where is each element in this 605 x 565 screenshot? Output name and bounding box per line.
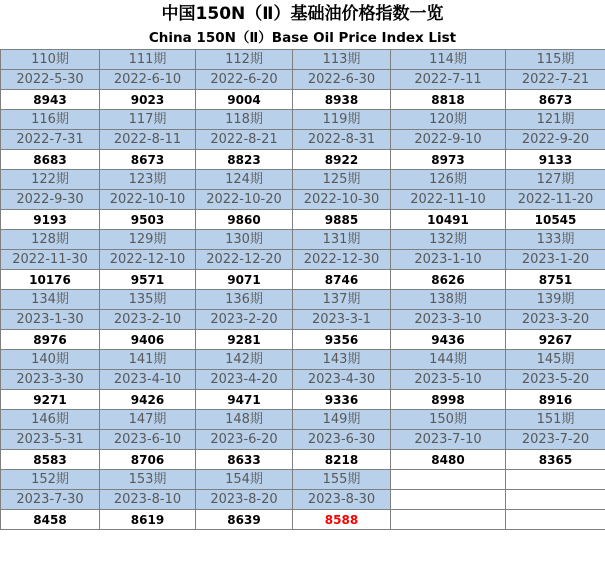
period-date-cell: 2022-11-20 <box>506 190 605 210</box>
val-row <box>1 270 605 290</box>
period-date-cell: 2022-11-30 <box>1 250 100 270</box>
period-label-cell: 128期 <box>1 230 100 250</box>
period-date-cell: 2022-7-31 <box>1 130 100 150</box>
index-value-cell: 8938 <box>293 90 391 110</box>
period-date-cell: 2022-9-10 <box>391 130 506 150</box>
period-label-cell: 150期 <box>391 410 506 430</box>
period-label-cell: 126期 <box>391 170 506 190</box>
index-value-cell: 9271 <box>1 390 100 410</box>
period-label-cell: 138期 <box>391 290 506 310</box>
period-label-cell: 122期 <box>1 170 100 190</box>
index-value-cell <box>391 510 506 530</box>
period-label-cell: 117期 <box>100 110 196 130</box>
title-chinese: 中国150N（Ⅱ）基础油价格指数一览 <box>161 4 444 24</box>
period-label-cell: 152期 <box>1 470 100 490</box>
period-label-cell: 116期 <box>1 110 100 130</box>
val-row <box>1 90 605 110</box>
period-date-cell: 2023-6-20 <box>196 430 293 450</box>
period-label-cell: 111期 <box>100 50 196 70</box>
period-date-cell: 2022-9-30 <box>1 190 100 210</box>
label-row <box>1 50 605 70</box>
period-label-cell <box>506 470 605 490</box>
period-label-cell: 155期 <box>293 470 391 490</box>
period-date-cell: 2022-7-11 <box>391 70 506 90</box>
index-value-cell: 9281 <box>196 330 293 350</box>
index-value-cell: 9471 <box>196 390 293 410</box>
period-date-cell: 2023-7-30 <box>1 490 100 510</box>
date-row <box>1 310 605 330</box>
index-value-cell: 10491 <box>391 210 506 230</box>
date-row <box>1 190 605 210</box>
period-label-cell: 114期 <box>391 50 506 70</box>
period-label-cell: 113期 <box>293 50 391 70</box>
period-label-cell: 127期 <box>506 170 605 190</box>
period-label-cell <box>391 470 506 490</box>
index-value-cell: 8922 <box>293 150 391 170</box>
label-row <box>1 170 605 190</box>
period-label-cell: 140期 <box>1 350 100 370</box>
period-label-cell: 145期 <box>506 350 605 370</box>
index-value-cell: 8583 <box>1 450 100 470</box>
period-date-cell: 2023-7-10 <box>391 430 506 450</box>
period-date-cell: 2023-4-10 <box>100 370 196 390</box>
period-date-cell: 2022-8-11 <box>100 130 196 150</box>
index-value-cell: 9193 <box>1 210 100 230</box>
period-date-cell: 2023-5-20 <box>506 370 605 390</box>
period-date-cell: 2023-3-30 <box>1 370 100 390</box>
period-label-cell: 153期 <box>100 470 196 490</box>
period-label-cell: 143期 <box>293 350 391 370</box>
period-date-cell: 2023-2-20 <box>196 310 293 330</box>
period-date-cell: 2022-9-20 <box>506 130 605 150</box>
period-label-cell: 130期 <box>196 230 293 250</box>
period-date-cell: 2023-3-1 <box>293 310 391 330</box>
period-label-cell: 131期 <box>293 230 391 250</box>
date-row <box>1 490 605 510</box>
period-date-cell: 2023-8-20 <box>196 490 293 510</box>
val-row <box>1 390 605 410</box>
period-date-cell: 2022-12-30 <box>293 250 391 270</box>
index-value-cell: 9503 <box>100 210 196 230</box>
val-row <box>1 150 605 170</box>
index-value-cell: 8458 <box>1 510 100 530</box>
period-date-cell: 2022-5-30 <box>1 70 100 90</box>
index-value-cell: 8365 <box>506 450 605 470</box>
period-date-cell: 2023-4-20 <box>196 370 293 390</box>
period-date-cell: 2023-1-30 <box>1 310 100 330</box>
period-date-cell: 2023-3-10 <box>391 310 506 330</box>
index-value-cell: 8626 <box>391 270 506 290</box>
period-label-cell: 141期 <box>100 350 196 370</box>
label-row <box>1 350 605 370</box>
index-value-cell: 9071 <box>196 270 293 290</box>
index-value-cell: 9885 <box>293 210 391 230</box>
val-row <box>1 510 605 530</box>
period-label-cell: 151期 <box>506 410 605 430</box>
index-value-cell: 9267 <box>506 330 605 350</box>
index-value-cell: 8973 <box>391 150 506 170</box>
label-row <box>1 410 605 430</box>
period-date-cell <box>391 490 506 510</box>
period-label-cell: 142期 <box>196 350 293 370</box>
period-date-cell: 2022-8-21 <box>196 130 293 150</box>
label-row <box>1 230 605 250</box>
index-value-cell: 8976 <box>1 330 100 350</box>
period-date-cell: 2022-10-20 <box>196 190 293 210</box>
date-row <box>1 130 605 150</box>
index-value-cell: 8823 <box>196 150 293 170</box>
index-value-cell: 9356 <box>293 330 391 350</box>
period-label-cell: 148期 <box>196 410 293 430</box>
period-label-cell: 154期 <box>196 470 293 490</box>
period-date-cell: 2022-6-20 <box>196 70 293 90</box>
date-row <box>1 70 605 90</box>
index-value-cell: 8916 <box>506 390 605 410</box>
period-date-cell: 2023-6-10 <box>100 430 196 450</box>
period-date-cell: 2022-10-10 <box>100 190 196 210</box>
period-label-cell: 115期 <box>506 50 605 70</box>
period-label-cell: 134期 <box>1 290 100 310</box>
index-value-cell: 8633 <box>196 450 293 470</box>
index-value-cell: 8683 <box>1 150 100 170</box>
period-date-cell: 2022-11-10 <box>391 190 506 210</box>
period-label-cell: 149期 <box>293 410 391 430</box>
index-value-cell: 10176 <box>1 270 100 290</box>
period-label-cell: 144期 <box>391 350 506 370</box>
period-label-cell: 125期 <box>293 170 391 190</box>
period-label-cell: 119期 <box>293 110 391 130</box>
period-label-cell: 136期 <box>196 290 293 310</box>
period-date-cell: 2023-5-31 <box>1 430 100 450</box>
period-date-cell: 2023-6-30 <box>293 430 391 450</box>
period-label-cell: 139期 <box>506 290 605 310</box>
index-value-cell: 9004 <box>196 90 293 110</box>
period-label-cell: 123期 <box>100 170 196 190</box>
index-value-cell: 8673 <box>506 90 605 110</box>
period-date-cell: 2022-10-30 <box>293 190 391 210</box>
index-value-cell: 10545 <box>506 210 605 230</box>
period-date-cell: 2023-4-30 <box>293 370 391 390</box>
period-date-cell: 2023-1-10 <box>391 250 506 270</box>
period-date-cell: 2022-6-30 <box>293 70 391 90</box>
val-row <box>1 330 605 350</box>
period-date-cell: 2023-3-20 <box>506 310 605 330</box>
period-label-cell: 147期 <box>100 410 196 430</box>
index-value-cell: 9023 <box>100 90 196 110</box>
period-date-cell: 2022-7-21 <box>506 70 605 90</box>
period-date-cell: 2022-12-10 <box>100 250 196 270</box>
index-value-cell: 8619 <box>100 510 196 530</box>
price-index-table <box>0 49 605 530</box>
date-row <box>1 430 605 450</box>
date-row <box>1 250 605 270</box>
index-value-cell: 8588 <box>293 510 391 530</box>
index-value-cell: 9406 <box>100 330 196 350</box>
title-english: China 150N（Ⅱ）Base Oil Price Index List <box>148 30 457 46</box>
period-date-cell: 2023-5-10 <box>391 370 506 390</box>
period-label-cell: 135期 <box>100 290 196 310</box>
period-label-cell: 112期 <box>196 50 293 70</box>
val-row <box>1 450 605 470</box>
period-label-cell: 121期 <box>506 110 605 130</box>
index-value-cell: 9336 <box>293 390 391 410</box>
index-value-cell: 8746 <box>293 270 391 290</box>
period-date-cell: 2023-8-10 <box>100 490 196 510</box>
index-value-cell: 8818 <box>391 90 506 110</box>
label-row <box>1 470 605 490</box>
index-value-cell: 8480 <box>391 450 506 470</box>
val-row <box>1 210 605 230</box>
index-value-cell: 9860 <box>196 210 293 230</box>
index-value-cell <box>506 510 605 530</box>
index-value-cell: 8218 <box>293 450 391 470</box>
index-value-cell: 8751 <box>506 270 605 290</box>
index-value-cell: 9133 <box>506 150 605 170</box>
period-date-cell: 2022-6-10 <box>100 70 196 90</box>
period-date-cell <box>506 490 605 510</box>
period-label-cell: 118期 <box>196 110 293 130</box>
index-value-cell: 9426 <box>100 390 196 410</box>
label-row <box>1 290 605 310</box>
period-date-cell: 2023-1-20 <box>506 250 605 270</box>
index-value-cell: 8639 <box>196 510 293 530</box>
period-date-cell: 2022-12-20 <box>196 250 293 270</box>
period-date-cell: 2023-8-30 <box>293 490 391 510</box>
period-label-cell: 120期 <box>391 110 506 130</box>
period-label-cell: 124期 <box>196 170 293 190</box>
index-value-cell: 8943 <box>1 90 100 110</box>
period-label-cell: 110期 <box>1 50 100 70</box>
period-label-cell: 133期 <box>506 230 605 250</box>
period-label-cell: 146期 <box>1 410 100 430</box>
period-label-cell: 137期 <box>293 290 391 310</box>
period-date-cell: 2023-7-20 <box>506 430 605 450</box>
index-value-cell: 8998 <box>391 390 506 410</box>
index-value-cell: 8673 <box>100 150 196 170</box>
period-label-cell: 129期 <box>100 230 196 250</box>
index-value-cell: 8706 <box>100 450 196 470</box>
label-row <box>1 110 605 130</box>
period-date-cell: 2023-2-10 <box>100 310 196 330</box>
period-label-cell: 132期 <box>391 230 506 250</box>
date-row <box>1 370 605 390</box>
period-date-cell: 2022-8-31 <box>293 130 391 150</box>
index-value-cell: 9571 <box>100 270 196 290</box>
index-value-cell: 9436 <box>391 330 506 350</box>
